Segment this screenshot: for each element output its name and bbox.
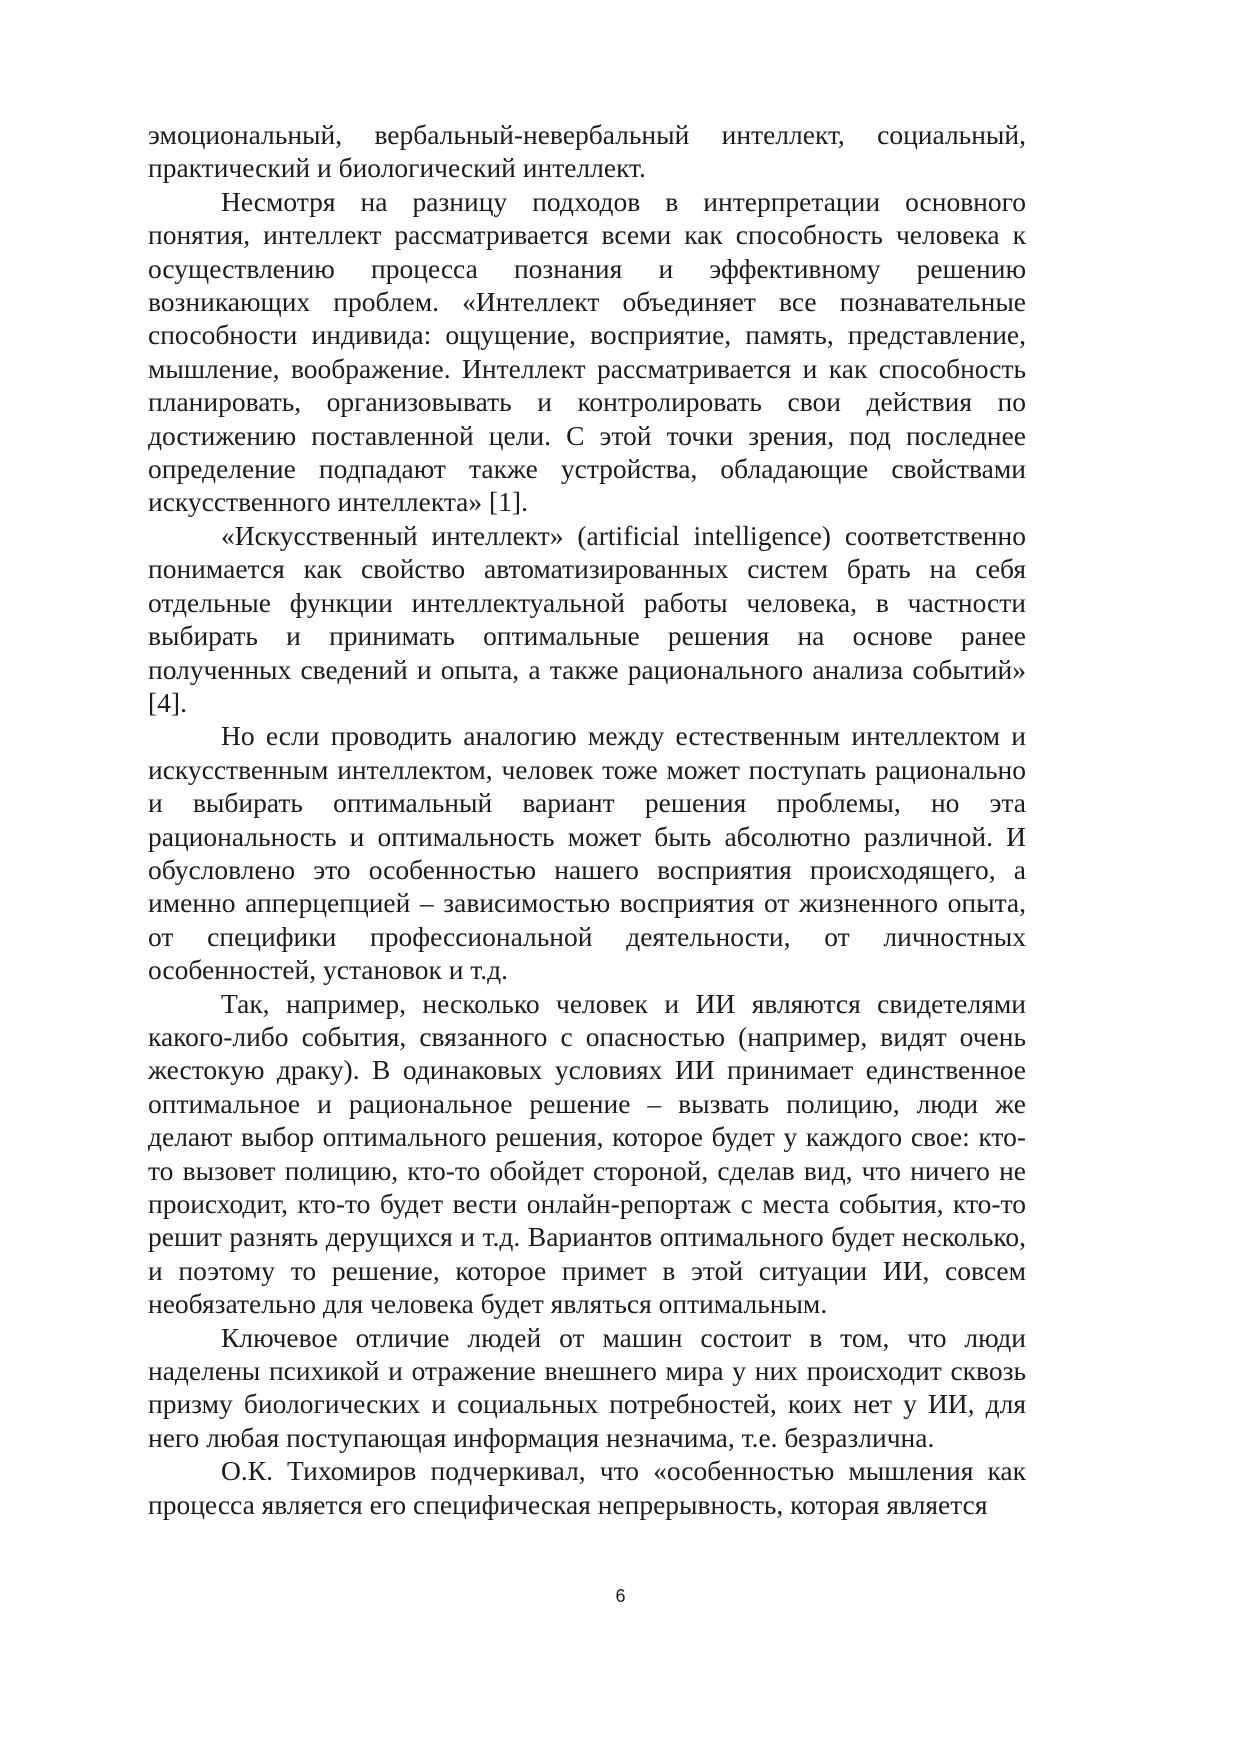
paragraph: Ключевое отличие людей от машин состоит в том, что люди наделены психикой и отражение внешнего мира у них происходит сквозь призму биологических и социальных потребностей, коих нет у ИИ, для него любая поступающая информация незначима, т.е. безразлична. [148,1321,1026,1453]
body-text [148,118,1026,1521]
paragraph: «Искусственный интеллект» (artificial intelligence) соответственно понимается как свойство автоматизированных систем брать на себя отдельные функции интеллектуальной работы человека, в частности выбирать и принимать оптимальные решения на основе ранее полученных сведений и опыта, а также рационального анализа событий» [4]. [148,519,1026,718]
paragraph: Так, например, несколько человек и ИИ являются свидетелями какого-либо события, связанного с опасностью (например, видят очень жестокую драку). В одинаковых условиях ИИ принимает единственное оптимальное и рациональное решение – вызвать полицию, люди же делают выбор оптимального решения, которое будет у каждого свое: кто-то вызовет полицию, кто-то обойдет стороной, сделав вид, что ничего не происходит, кто-то будет вести онлайн-репортаж с места события, кто-то решит разнять дерущихся и т.д. Вариантов оптимального будет несколько, и поэтому то решение, которое примет в этой ситуации ИИ, совсем необязательно для человека будет являться оптимальным. [148,987,1026,1320]
paragraph: Несмотря на разницу подходов в интерпретации основного понятия, интеллект рассматривается всеми как способность человека к осуществлению процесса познания и эффективному решению возникающих проблем. «Интеллект объединяет все познавательные способности индивида: ощущение, восприятие, память, представление, мышление, воображение. Интеллект рассматривается и как способность планировать, организовывать и контролировать свои действия по достижению поставленной цели. С этой точки зрения, под последнее определение подпадают также устройства, обладающие свойствами искусственного интеллекта» [1]. [148,185,1026,518]
paragraph: Но если проводить аналогию между естественным интеллектом и искусственным интеллектом, человек тоже может поступать рационально и выбирать оптимальный вариант решения проблемы, но эта рациональность и оптимальность может быть абсолютно различной. И обусловлено это особенностью нашего восприятия происходящего, а именно апперцепцией – зависимостью восприятия от жизненного опыта, от специфики профессиональной деятельности, от личностных особенностей, установок и т.д. [148,720,1026,986]
paragraph-continuation: эмоциональный, вербальный-невербальный интеллект, социальный, практический и биологический интеллект. [148,119,1026,184]
page-number: 6 [615,1586,626,1606]
paragraph: О.К. Тихомиров подчеркивал, что «особенностью мышления как процесса является его специфическая непрерывность, которая является [148,1455,1026,1520]
